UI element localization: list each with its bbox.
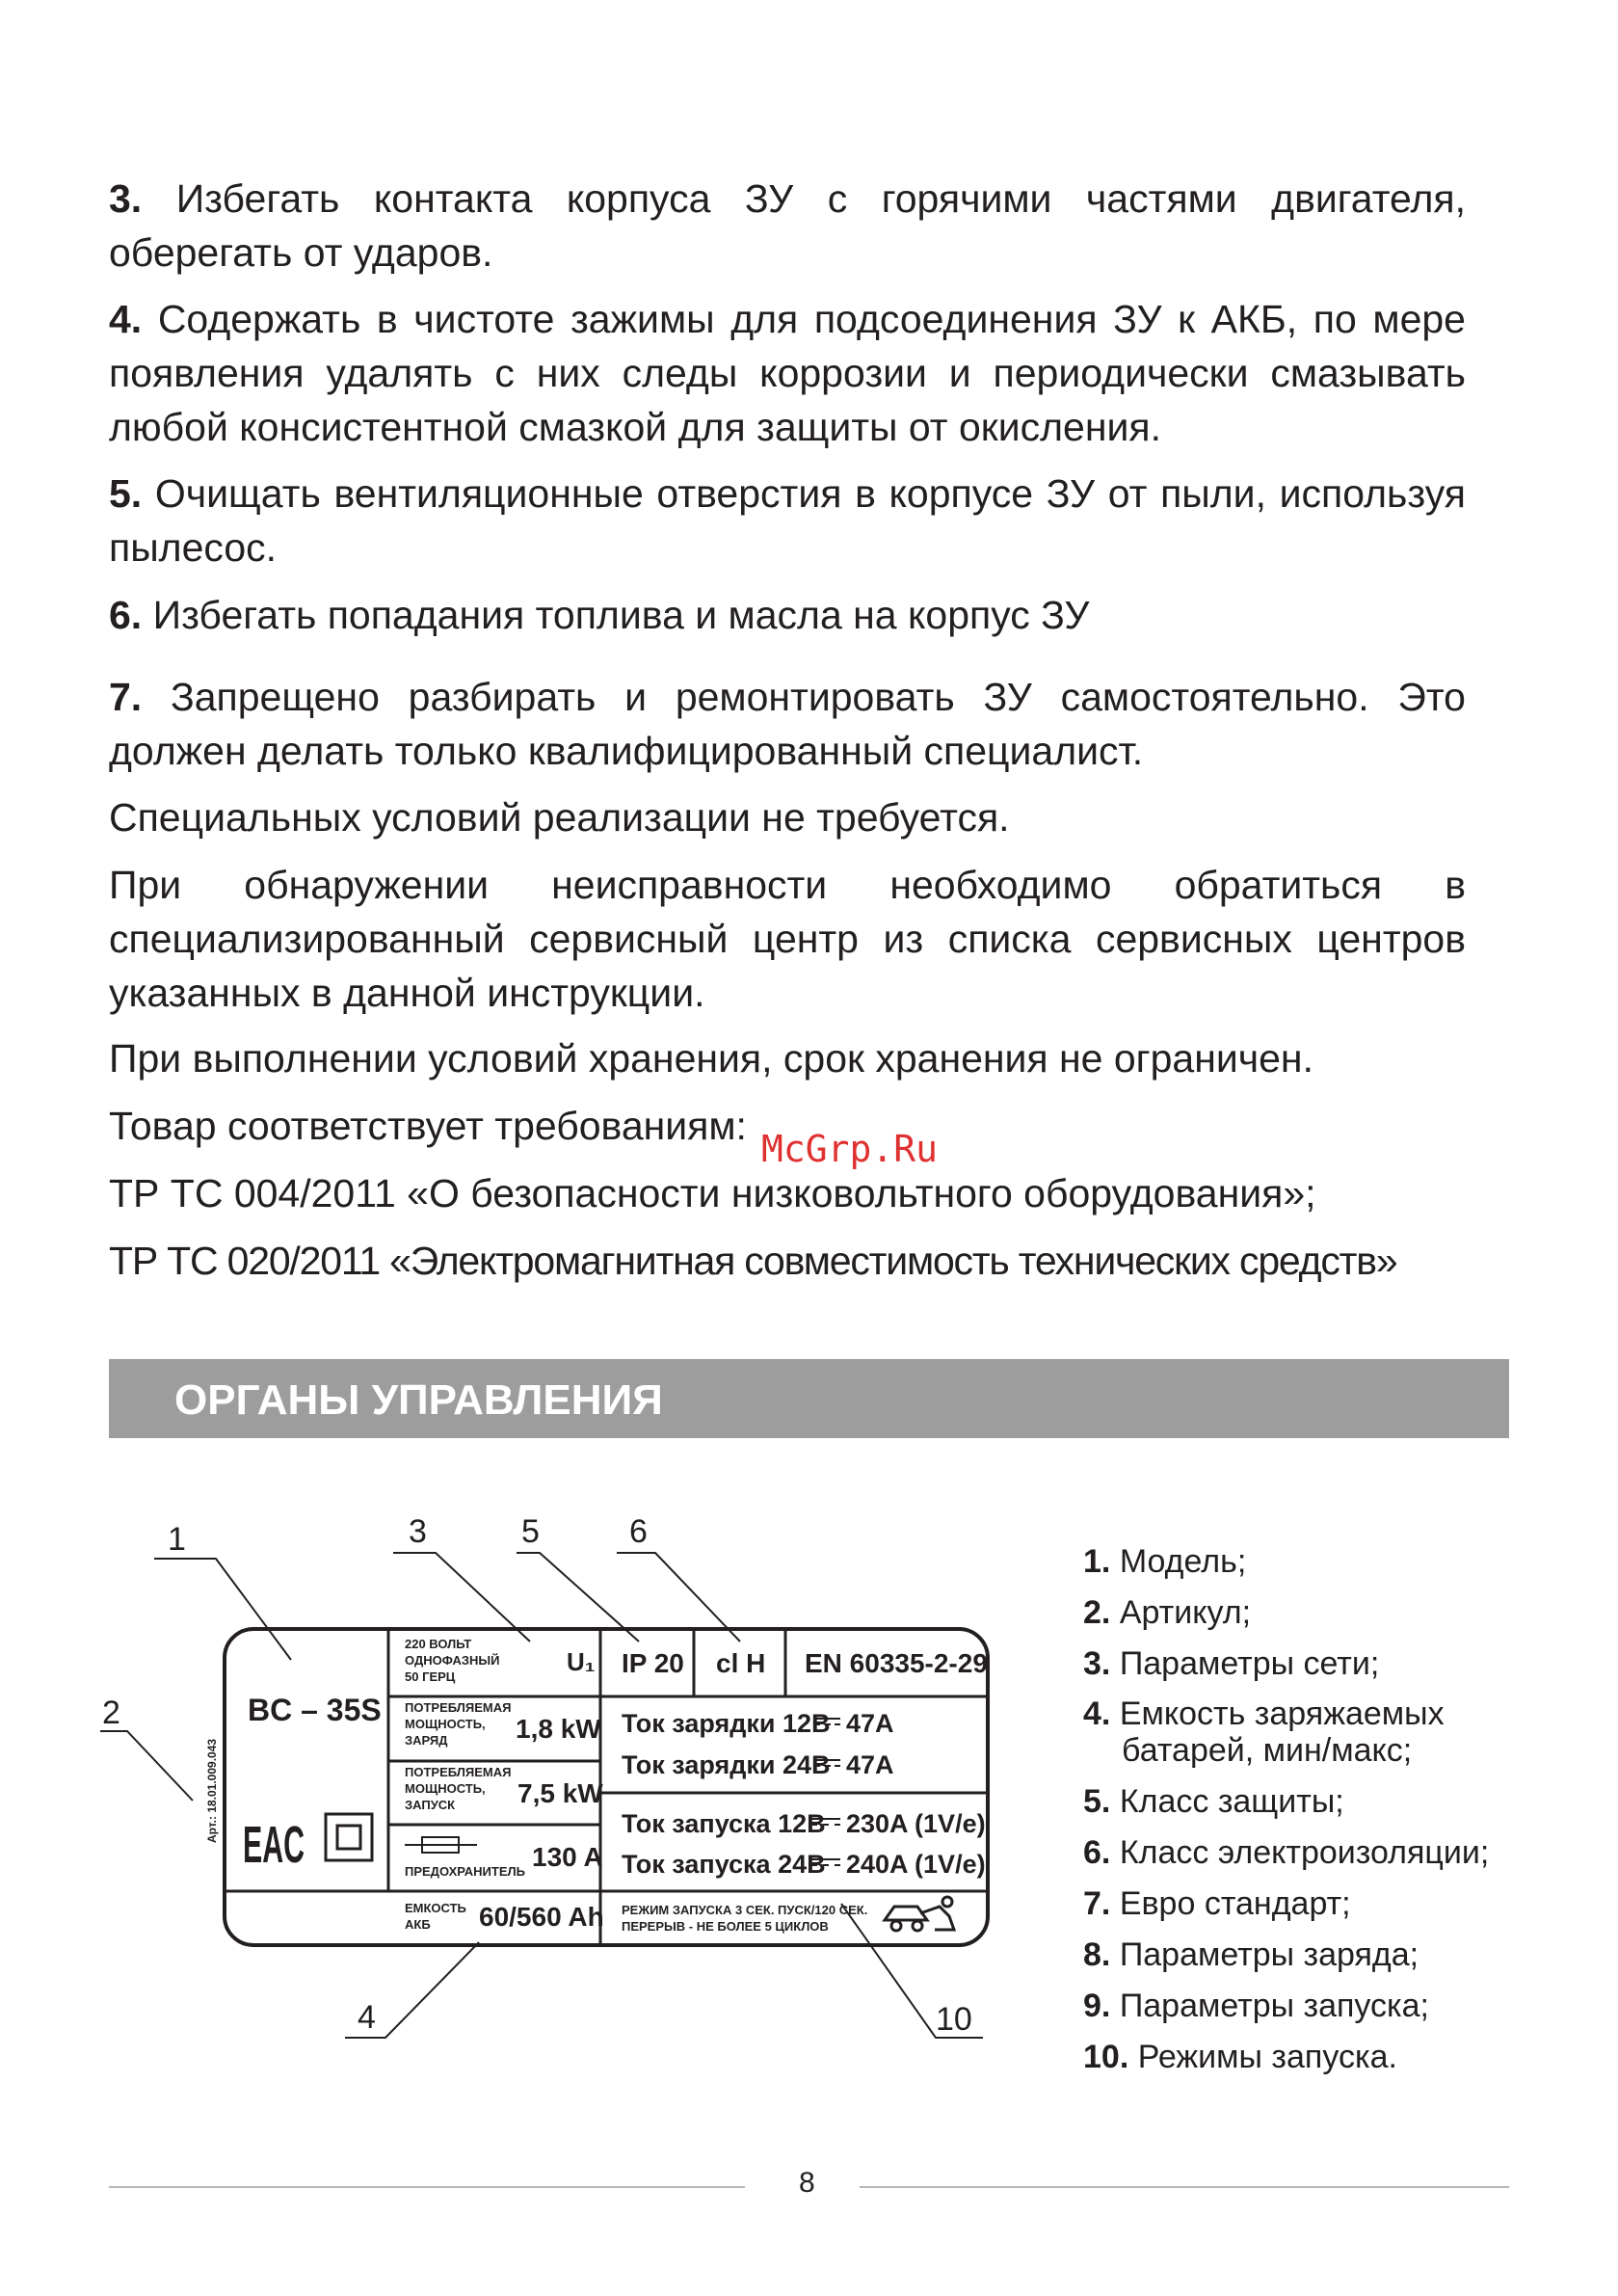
car-start-icon	[885, 1897, 954, 1931]
start-24-value: 240A (1V/e)	[846, 1850, 986, 1879]
power-charge-line-2: МОЩНОСТЬ,	[405, 1717, 486, 1731]
paragraph-3: 3. Избегать контакта корпуса ЗУ с горячими частями двигателя, оберегать от ударов.	[109, 176, 1466, 275]
callout-5: 5	[521, 1513, 540, 1550]
footer-divider-left	[109, 2186, 745, 2188]
en-standard: EN 60335-2-29	[805, 1648, 988, 1678]
mode-line-1: РЕЖИМ ЗАПУСКА 3 СЕК. ПУСК/120 СЕК.	[622, 1903, 868, 1917]
malfunction-note: При обнаружении неисправности необходимо обратиться в специализированный сервисный центр из списка сервисных центров указанных в данной инструкции.	[109, 863, 1466, 1015]
paragraph-7: 7. Запрещено разбирать и ремонтировать ЗУ самостоятельно. Это должен делать только квалифицированный специалист.	[109, 675, 1466, 773]
tr-004: ТР ТС 004/2011 «О безопасности низковольтного оборудования»;	[109, 1171, 1316, 1215]
capacity-line-1: ЕМКОСТЬ	[405, 1901, 466, 1915]
power-charge-value: 1,8 kW	[516, 1714, 601, 1744]
charge-24-label: Ток зарядки 24В	[622, 1750, 831, 1779]
power-charge-line-3: ЗАРЯД	[405, 1733, 448, 1748]
charge-12-value: 47A	[846, 1709, 894, 1738]
mode-line-2: ПЕРЕРЫВ - НЕ БОЛЕЕ 5 ЦИКЛОВ	[622, 1919, 829, 1934]
paragraph-6: 6. Избегать попадания топлива и масла на корпус ЗУ	[109, 593, 1090, 637]
callout-2: 2	[102, 1695, 120, 1731]
legend-list	[1083, 1536, 1575, 2083]
section-title: ОРГАНЫ УПРАВЛЕНИЯ	[174, 1376, 663, 1424]
legend-item: 2. Артикул;	[1083, 1594, 1252, 1631]
callout-4: 4	[358, 1999, 376, 2036]
legend-item: 3. Параметры сети;	[1083, 1645, 1380, 1682]
capacity-line-2: АКБ	[405, 1917, 431, 1932]
legend-item: 7. Евро стандарт;	[1083, 1885, 1351, 1922]
power-start-line-2: МОЩНОСТЬ,	[405, 1781, 486, 1796]
network-line-1: 220 ВОЛЬТ	[405, 1637, 472, 1651]
legend-item: 9. Параметры запуска;	[1083, 1988, 1430, 2024]
page-number: 8	[799, 2167, 815, 2199]
fuse-label: ПРЕДОХРАНИТЕЛЬ	[405, 1864, 525, 1879]
power-charge-line-1: ПОТРЕБЛЯЕМАЯ	[405, 1700, 512, 1715]
double-insulation-icon	[326, 1814, 372, 1860]
charge-24-value: 47A	[846, 1750, 894, 1779]
power-start-line-1: ПОТРЕБЛЯЕМАЯ	[405, 1765, 512, 1779]
legend-item: 1. Модель;	[1083, 1543, 1247, 1580]
legend-item: 6. Класс электроизоляции;	[1083, 1834, 1490, 1871]
watermark: McGrp.Ru	[761, 1128, 939, 1170]
start-12-label: Ток запуска 12В	[622, 1809, 826, 1838]
capacity-value: 60/560 Ah	[479, 1902, 604, 1932]
callout-3: 3	[409, 1513, 427, 1550]
label-model: BC – 35S	[248, 1693, 382, 1727]
ip-rating: IP 20	[622, 1648, 684, 1678]
label-eac: EAC	[243, 1816, 305, 1874]
start-24-label: Ток запуска 24В	[622, 1850, 826, 1879]
legend-item: 8. Параметры заряда;	[1083, 1936, 1419, 1973]
charge-12-label: Ток зарядки 12В	[622, 1709, 831, 1738]
callout-6: 6	[629, 1513, 648, 1550]
footer-divider-right	[860, 2186, 1509, 2188]
special-conditions: Специальных условий реализации не требуется.	[109, 795, 1010, 840]
legend-item: 10. Режимы запуска.	[1083, 2039, 1397, 2075]
insulation-class: cl H	[716, 1648, 766, 1678]
legend-item: 4. Емкость заряжаемых батарей, мин/макс;	[1083, 1695, 1445, 1769]
legend-item: 5. Класс защиты;	[1083, 1783, 1344, 1820]
power-start-value: 7,5 kW	[517, 1778, 603, 1808]
u1-symbol: U₁	[567, 1647, 596, 1676]
network-line-2: ОДНОФАЗНЫЙ	[405, 1653, 500, 1668]
storage-note: При выполнении условий хранения, срок хранения не ограничен.	[109, 1036, 1313, 1081]
fuse-value: 130 A	[532, 1842, 603, 1872]
paragraph-4: 4. Содержать в чистоте зажимы для подсоединения ЗУ к АКБ, по мере появления удалять с них следы коррозии и периодически смазывать любой консистентной смазкой для защиты от окисления.	[109, 297, 1466, 449]
start-12-value: 230A (1V/e)	[846, 1809, 986, 1838]
network-line-3: 50 ГЕРЦ	[405, 1669, 456, 1684]
paragraph-5: 5. Очищать вентиляционные отверстия в корпусе ЗУ от пыли, используя пылесос.	[109, 471, 1466, 570]
callout-10: 10	[936, 2001, 972, 2038]
power-start-line-3: ЗАПУСК	[405, 1798, 456, 1812]
compliance-note: Товар соответствует требованиям:	[109, 1104, 747, 1148]
label-article: Арт.: 18.01.009.043	[205, 1738, 219, 1843]
callout-1: 1	[168, 1521, 186, 1558]
tr-020: ТР ТС 020/2011 «Электромагнитная совместимость технических средств»	[109, 1239, 1397, 1283]
